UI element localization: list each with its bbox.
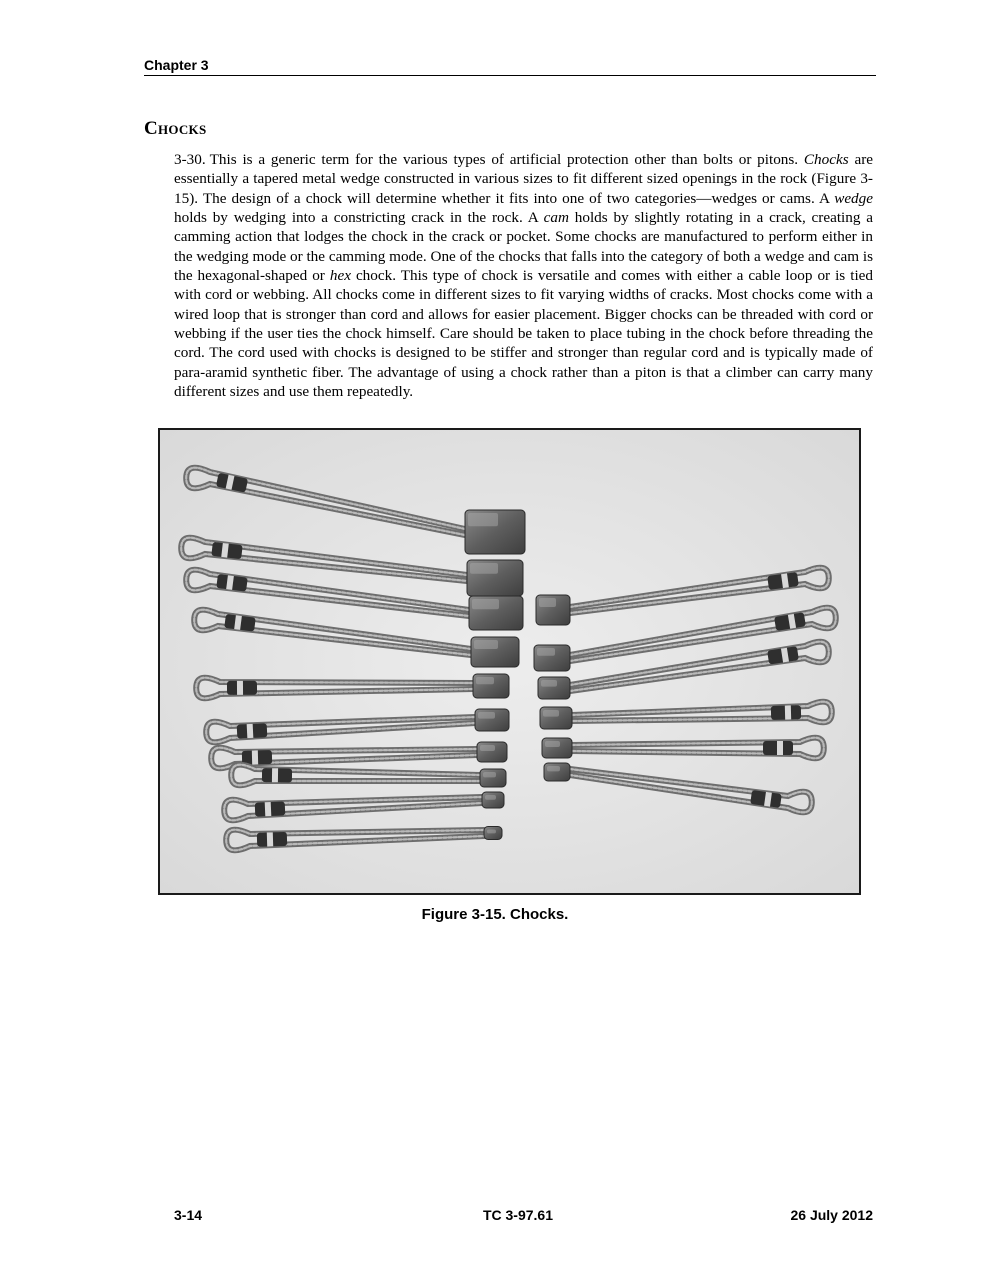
paragraph-text [174,151,873,400]
emphasized-term: wedge [834,189,873,207]
document-id: TC 3-97.61 [482,1207,554,1223]
paragraph-number: 3-30. [174,151,206,168]
running-header [144,57,876,76]
emphasized-term: Chocks [803,151,849,168]
emphasized-term: cam [543,209,569,227]
emphasized-term: hex [329,267,351,285]
paragraph-run: chock. This type of chock is versatile and comes with either a cable loop or is tied with cord or webbing. All chocks come in different sizes to fit varying widths of cracks. Most chocks come with a wired loop that is stronger than cord and allows for easier placement. Bigger chocks can be threaded with cord or webbing if the user ties the chock himself. Care should be taken to place tubing in the chock before threading the cord. The cord used with chocks is designed to be stiffer and stronger than regular cord and is typically made of para-aramid synthetic fiber. The advantage of using a chock rather than a piton is that a climber can carry many different sizes and use them repeatedly. [174,267,873,401]
body-paragraph [174,150,873,401]
page-number: 3-14 [174,1207,203,1223]
paragraph-run: are essentially a tapered metal wedge constructed in various sizes to fit different sized openings in the rock (Figure 3-15). The design of a chock will determine whether it fits into one of two categories—wedges or cams. A [174,151,873,207]
section-title: Chocks [144,118,207,139]
figure-caption: Figure 3-15. Chocks. [421,906,569,923]
paragraph-run: holds by slightly rotating in a crack, creating a camming action that lodges the chock in the crack or pocket. Some chocks are manufactured to perform either in the wedging mode or the camming mode. One of the chocks that falls into the category of both a wedge and cam is the hexagonal-shaped or [174,209,873,285]
chocks-photo [158,428,861,895]
chocks-illustration [160,430,859,893]
paragraph-run: holds by wedging into a constricting crack in the rock. A [174,209,544,227]
chapter-label: Chapter 3 [144,57,209,73]
publication-date: 26 July 2012 [790,1207,873,1223]
paragraph-run: This is a generic term for the various types of artificial protection other than bolts or pitons. [209,151,804,168]
